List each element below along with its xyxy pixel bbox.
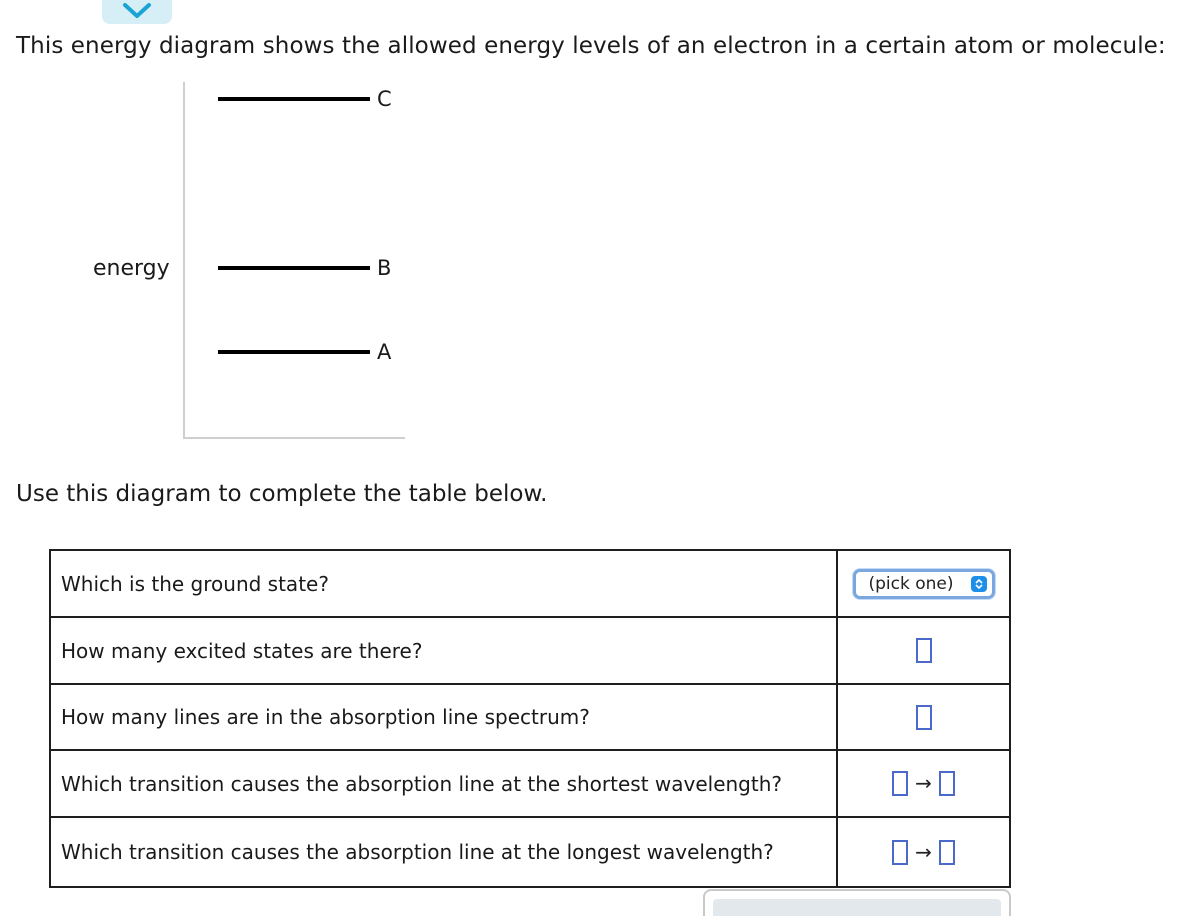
question-table xyxy=(49,549,1011,888)
excited-states-input[interactable] xyxy=(916,638,932,663)
answer-cell xyxy=(837,684,1010,750)
question-absorption-lines: How many lines are in the absorption line spectrum? xyxy=(50,684,837,750)
table-row xyxy=(50,750,1010,817)
energy-diagram xyxy=(0,80,420,442)
energy-level-line-b xyxy=(218,266,370,270)
answer-cell xyxy=(837,550,1010,617)
table-row xyxy=(50,617,1010,684)
longest-transition-from-input[interactable] xyxy=(892,840,908,865)
energy-level-label-c: C xyxy=(377,87,392,111)
chevron-down-icon xyxy=(122,2,152,20)
answer-cell xyxy=(837,750,1010,817)
instruction-text: Use this diagram to complete the table below. xyxy=(16,481,548,507)
select-value: (pick one) xyxy=(868,573,954,594)
question-ground-state: Which is the ground state? xyxy=(50,550,837,617)
answer-cell xyxy=(837,817,1010,887)
ground-state-select[interactable] xyxy=(853,569,995,599)
energy-level-label-b: B xyxy=(377,256,392,280)
table-row xyxy=(50,550,1010,617)
energy-level-label-a: A xyxy=(377,340,392,364)
question-excited-states: How many excited states are there? xyxy=(50,617,837,684)
answer-cell xyxy=(837,617,1010,684)
answer-tools-panel-header xyxy=(713,899,1001,916)
energy-axis-vertical xyxy=(183,82,185,439)
energy-level-line-c xyxy=(218,97,370,101)
right-arrow-icon: → xyxy=(915,839,932,864)
question-longest-wavelength: Which transition causes the absorption line at the longest wavelength? xyxy=(50,817,837,887)
updown-arrows-icon xyxy=(971,576,987,592)
absorption-lines-input[interactable] xyxy=(916,705,932,730)
table-row xyxy=(50,684,1010,750)
longest-transition-to-input[interactable] xyxy=(939,840,955,865)
energy-axis-label: energy xyxy=(93,256,170,281)
right-arrow-icon: → xyxy=(915,771,932,795)
shortest-transition-to-input[interactable] xyxy=(939,771,955,796)
energy-level-line-a xyxy=(218,350,370,354)
shortest-transition-from-input[interactable] xyxy=(892,771,908,796)
answer-tools-panel xyxy=(703,889,1011,916)
intro-text: This energy diagram shows the allowed energy levels of an electron in a certain atom or molecule: xyxy=(16,33,1166,59)
question-shortest-wavelength: Which transition causes the absorption line at the shortest wavelength? xyxy=(50,750,837,817)
energy-axis-horizontal xyxy=(183,437,405,439)
table-row xyxy=(50,817,1010,887)
collapse-toggle-button[interactable] xyxy=(102,0,172,24)
